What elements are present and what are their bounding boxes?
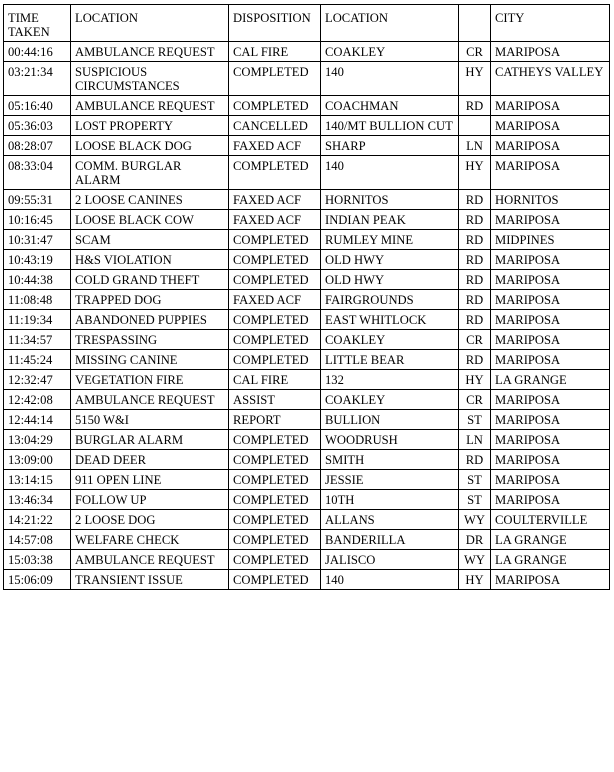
table-row — [4, 410, 610, 430]
street-type-cell: RD — [459, 230, 491, 250]
street-cell: SHARP — [321, 136, 459, 156]
time-taken-cell: 10:44:38 — [4, 270, 71, 290]
street-cell: COACHMAN — [321, 96, 459, 116]
table-row — [4, 156, 610, 190]
disposition-cell: COMPLETED — [229, 450, 321, 470]
table-row — [4, 550, 610, 570]
table-body — [4, 42, 610, 590]
street-type-cell: WY — [459, 510, 491, 530]
street-type-cell: HY — [459, 370, 491, 390]
time-taken-cell: 10:16:45 — [4, 210, 71, 230]
city-cell: MIDPINES — [491, 230, 610, 250]
incident-type-cell: TRESPASSING — [71, 330, 229, 350]
incident-type-cell: LOST PROPERTY — [71, 116, 229, 136]
street-type-cell: RD — [459, 350, 491, 370]
time-taken-cell: 13:09:00 — [4, 450, 71, 470]
disposition-cell: FAXED ACF — [229, 136, 321, 156]
street-type-cell: RD — [459, 96, 491, 116]
table-row — [4, 510, 610, 530]
street-cell: JALISCO — [321, 550, 459, 570]
disposition-cell: COMPLETED — [229, 470, 321, 490]
disposition-cell: COMPLETED — [229, 230, 321, 250]
city-cell: MARIPOSA — [491, 570, 610, 590]
incident-type-cell: 2 LOOSE CANINES — [71, 190, 229, 210]
table-row — [4, 230, 610, 250]
incident-type-cell: 2 LOOSE DOG — [71, 510, 229, 530]
street-type-cell — [459, 116, 491, 136]
table-row — [4, 470, 610, 490]
disposition-cell: COMPLETED — [229, 310, 321, 330]
incident-type-cell: BURGLAR ALARM — [71, 430, 229, 450]
incident-type-cell: WELFARE CHECK — [71, 530, 229, 550]
street-type-cell: RD — [459, 310, 491, 330]
time-taken-cell: 11:34:57 — [4, 330, 71, 350]
time-taken-cell: 13:04:29 — [4, 430, 71, 450]
street-type-cell: HY — [459, 570, 491, 590]
street-type-cell: RD — [459, 210, 491, 230]
table-row — [4, 450, 610, 470]
incident-type-cell: SCAM — [71, 230, 229, 250]
incident-type-cell: TRANSIENT ISSUE — [71, 570, 229, 590]
time-taken-cell: 12:42:08 — [4, 390, 71, 410]
incident-type-cell: LOOSE BLACK COW — [71, 210, 229, 230]
time-taken-cell: 08:28:07 — [4, 136, 71, 156]
incident-type-cell: AMBULANCE REQUEST — [71, 42, 229, 62]
street-cell: 140 — [321, 62, 459, 96]
time-taken-cell: 13:14:15 — [4, 470, 71, 490]
table-row — [4, 290, 610, 310]
incident-type-cell: DEAD DEER — [71, 450, 229, 470]
time-taken-cell: 05:16:40 — [4, 96, 71, 116]
street-type-cell: ST — [459, 490, 491, 510]
incident-type-cell: FOLLOW UP — [71, 490, 229, 510]
disposition-cell: COMPLETED — [229, 156, 321, 190]
disposition-cell: REPORT — [229, 410, 321, 430]
city-cell: MARIPOSA — [491, 330, 610, 350]
street-cell: COAKLEY — [321, 390, 459, 410]
table-row — [4, 96, 610, 116]
header-disposition: DISPOSITION — [229, 5, 321, 42]
time-taken-cell: 13:46:34 — [4, 490, 71, 510]
city-cell: MARIPOSA — [491, 430, 610, 450]
street-cell: SMITH — [321, 450, 459, 470]
incident-type-cell: VEGETATION FIRE — [71, 370, 229, 390]
time-taken-cell: 14:21:22 — [4, 510, 71, 530]
street-cell: 132 — [321, 370, 459, 390]
city-cell: MARIPOSA — [491, 42, 610, 62]
table-row — [4, 270, 610, 290]
time-taken-cell: 08:33:04 — [4, 156, 71, 190]
table-row — [4, 310, 610, 330]
table-row — [4, 570, 610, 590]
street-cell: BANDERILLA — [321, 530, 459, 550]
street-cell: INDIAN PEAK — [321, 210, 459, 230]
table-row — [4, 490, 610, 510]
street-type-cell: HY — [459, 156, 491, 190]
street-cell: WOODRUSH — [321, 430, 459, 450]
disposition-cell: FAXED ACF — [229, 190, 321, 210]
disposition-cell: CANCELLED — [229, 116, 321, 136]
table-row — [4, 210, 610, 230]
disposition-cell: COMPLETED — [229, 550, 321, 570]
street-cell: 140 — [321, 156, 459, 190]
street-type-cell: CR — [459, 330, 491, 350]
time-taken-cell: 11:19:34 — [4, 310, 71, 330]
street-type-cell: LN — [459, 136, 491, 156]
street-type-cell: DR — [459, 530, 491, 550]
table-row — [4, 42, 610, 62]
incident-type-cell: SUSPICIOUS CIRCUMSTANCES — [71, 62, 229, 96]
incident-type-cell: COMM. BURGLAR ALARM — [71, 156, 229, 190]
city-cell: MARIPOSA — [491, 116, 610, 136]
table-row — [4, 190, 610, 210]
incident-type-cell: COLD GRAND THEFT — [71, 270, 229, 290]
disposition-cell: COMPLETED — [229, 350, 321, 370]
table-header-row — [4, 5, 610, 42]
time-taken-cell: 00:44:16 — [4, 42, 71, 62]
street-cell: COAKLEY — [321, 330, 459, 350]
city-cell: MARIPOSA — [491, 490, 610, 510]
street-type-cell: ST — [459, 410, 491, 430]
disposition-cell: COMPLETED — [229, 530, 321, 550]
city-cell: CATHEYS VALLEY — [491, 62, 610, 96]
city-cell: LA GRANGE — [491, 550, 610, 570]
street-cell: 140 — [321, 570, 459, 590]
street-type-cell: HY — [459, 62, 491, 96]
table-row — [4, 116, 610, 136]
street-cell: COAKLEY — [321, 42, 459, 62]
disposition-cell: ASSIST — [229, 390, 321, 410]
table-row — [4, 370, 610, 390]
disposition-cell: COMPLETED — [229, 330, 321, 350]
time-taken-cell: 12:32:47 — [4, 370, 71, 390]
disposition-cell: COMPLETED — [229, 250, 321, 270]
street-cell: 140/MT BULLION CUT — [321, 116, 459, 136]
city-cell: MARIPOSA — [491, 210, 610, 230]
table-row — [4, 430, 610, 450]
street-cell: RUMLEY MINE — [321, 230, 459, 250]
street-cell: HORNITOS — [321, 190, 459, 210]
table-row — [4, 136, 610, 156]
disposition-cell: CAL FIRE — [229, 42, 321, 62]
time-taken-cell: 05:36:03 — [4, 116, 71, 136]
time-taken-cell: 11:45:24 — [4, 350, 71, 370]
incident-type-cell: 5150 W&I — [71, 410, 229, 430]
city-cell: MARIPOSA — [491, 470, 610, 490]
time-taken-cell: 03:21:34 — [4, 62, 71, 96]
table-row — [4, 350, 610, 370]
city-cell: MARIPOSA — [491, 96, 610, 116]
disposition-cell: COMPLETED — [229, 96, 321, 116]
street-type-cell: RD — [459, 270, 491, 290]
city-cell: MARIPOSA — [491, 410, 610, 430]
disposition-cell: COMPLETED — [229, 510, 321, 530]
incident-type-cell: MISSING CANINE — [71, 350, 229, 370]
time-taken-cell: 14:57:08 — [4, 530, 71, 550]
street-type-cell: ST — [459, 470, 491, 490]
incident-type-cell: TRAPPED DOG — [71, 290, 229, 310]
city-cell: MARIPOSA — [491, 290, 610, 310]
city-cell: LA GRANGE — [491, 530, 610, 550]
call-log-table — [3, 4, 610, 590]
street-cell: FAIRGROUNDS — [321, 290, 459, 310]
header-location: LOCATION — [71, 5, 229, 42]
header-street-type — [459, 5, 491, 42]
city-cell: MARIPOSA — [491, 350, 610, 370]
table-row — [4, 250, 610, 270]
header-street-location: LOCATION — [321, 5, 459, 42]
city-cell: MARIPOSA — [491, 450, 610, 470]
city-cell: MARIPOSA — [491, 310, 610, 330]
time-taken-cell: 12:44:14 — [4, 410, 71, 430]
disposition-cell: COMPLETED — [229, 570, 321, 590]
incident-type-cell: AMBULANCE REQUEST — [71, 96, 229, 116]
street-type-cell: CR — [459, 390, 491, 410]
time-taken-cell: 15:03:38 — [4, 550, 71, 570]
city-cell: MARIPOSA — [491, 390, 610, 410]
city-cell: COULTERVILLE — [491, 510, 610, 530]
city-cell: LA GRANGE — [491, 370, 610, 390]
street-cell: OLD HWY — [321, 250, 459, 270]
disposition-cell: FAXED ACF — [229, 290, 321, 310]
street-type-cell: RD — [459, 450, 491, 470]
incident-type-cell: AMBULANCE REQUEST — [71, 390, 229, 410]
disposition-cell: COMPLETED — [229, 270, 321, 290]
city-cell: HORNITOS — [491, 190, 610, 210]
table-row — [4, 530, 610, 550]
table-row — [4, 62, 610, 96]
disposition-cell: FAXED ACF — [229, 210, 321, 230]
disposition-cell: COMPLETED — [229, 430, 321, 450]
time-taken-cell: 09:55:31 — [4, 190, 71, 210]
street-cell: 10TH — [321, 490, 459, 510]
street-cell: EAST WHITLOCK — [321, 310, 459, 330]
street-cell: LITTLE BEAR — [321, 350, 459, 370]
time-taken-cell: 11:08:48 — [4, 290, 71, 310]
street-cell: BULLION — [321, 410, 459, 430]
disposition-cell: CAL FIRE — [229, 370, 321, 390]
time-taken-cell: 10:31:47 — [4, 230, 71, 250]
city-cell: MARIPOSA — [491, 156, 610, 190]
street-type-cell: LN — [459, 430, 491, 450]
disposition-cell: COMPLETED — [229, 62, 321, 96]
street-type-cell: RD — [459, 250, 491, 270]
street-type-cell: WY — [459, 550, 491, 570]
header-time-taken: TIME TAKEN — [4, 5, 71, 42]
disposition-cell: COMPLETED — [229, 490, 321, 510]
city-cell: MARIPOSA — [491, 250, 610, 270]
table-row — [4, 330, 610, 350]
street-type-cell: RD — [459, 290, 491, 310]
incident-type-cell: AMBULANCE REQUEST — [71, 550, 229, 570]
street-type-cell: RD — [459, 190, 491, 210]
time-taken-cell: 10:43:19 — [4, 250, 71, 270]
street-cell: OLD HWY — [321, 270, 459, 290]
incident-type-cell: ABANDONED PUPPIES — [71, 310, 229, 330]
incident-type-cell: LOOSE BLACK DOG — [71, 136, 229, 156]
city-cell: MARIPOSA — [491, 270, 610, 290]
street-type-cell: CR — [459, 42, 491, 62]
street-cell: ALLANS — [321, 510, 459, 530]
street-cell: JESSIE — [321, 470, 459, 490]
incident-type-cell: H&S VIOLATION — [71, 250, 229, 270]
header-city: CITY — [491, 5, 610, 42]
city-cell: MARIPOSA — [491, 136, 610, 156]
table-row — [4, 390, 610, 410]
incident-type-cell: 911 OPEN LINE — [71, 470, 229, 490]
time-taken-cell: 15:06:09 — [4, 570, 71, 590]
